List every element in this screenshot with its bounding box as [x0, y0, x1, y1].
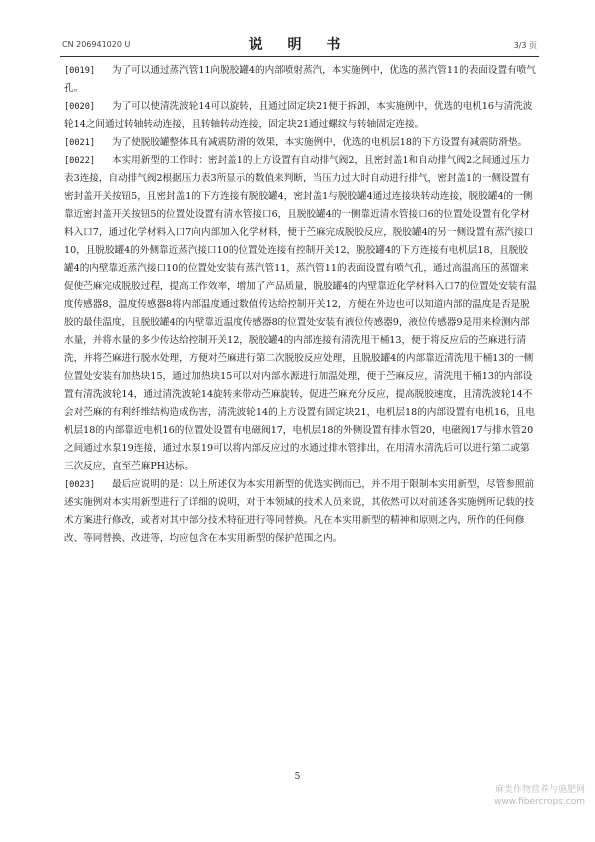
document-body	[64, 62, 537, 548]
paragraph-0019	[64, 62, 537, 98]
paragraph-number: [0019]	[64, 66, 96, 76]
paragraph-text: 最后应说明的是：以上所述仅为本实用新型的优选实例而已，并不用于限制本实用新型，尽管参照前述实施例对本实用新型进行了详细的说明，对于本领域的技术人员来说，其依然可以对前述各实施例所记载的技术方案进行修改，或者对其中部分技术特征进行等同替换。凡在本实用新型的精神和原则之内，所作的任何修改、等同替换、改进等，均应包含在本实用新型的保护范围之内。	[64, 479, 535, 544]
watermark	[494, 784, 585, 808]
paragraph-0022	[64, 152, 537, 476]
paragraph-text: 为了使脱胶罐整体具有减震防滑的效果，本实施例中，优选的电机层18的下方设置有减震防滑垫。	[112, 137, 528, 148]
page-number: 5	[294, 772, 301, 782]
paragraph-0020	[64, 98, 537, 134]
paragraph-number: [0020]	[64, 102, 96, 112]
watermark-line1: 麻类作物营养与施肥网	[494, 785, 585, 795]
paragraph-number: [0023]	[64, 480, 96, 490]
publication-number: CN 206941020 U	[62, 40, 131, 49]
watermark-line2: www.fibercrops.com	[494, 797, 585, 807]
paragraph-number: [0022]	[64, 156, 96, 166]
paragraph-text: 本实用新型的工作时：密封盖1的上方设置有自动排气阀2，且密封盖1和自动排气阀2之间通过压力表3连接，自动排气阀2根据压力表3所显示的数值来判断，当压力过大时自动进行排气，密封盖1的一侧设置有密封盖开关按钮5，且密封盖1的下方连接有脱胶罐4，密封盖1与脱胶罐4通过连接块转动连接，脱胶罐4的一侧靠近密封盖开关按钮5的位置处设置有清水管接口6，且脱胶罐4的一侧靠近清水管接口6的位置处设置有化学材料入口7，通过化学材料入口7向内部加入化学材料，便于苎麻完成脱胶反应，脱胶罐4的另一侧设置有蒸汽接口10，且脱胶罐4的外侧靠近蒸汽接口10的位置处连接有控制开关12，脱胶罐4的下方连接有电机层18，且脱胶罐4的内壁靠近蒸汽接口10的位置处安装有蒸汽管11，蒸汽管11的表面设置有喷气孔，通过高温高压的蒸馏来促使苎麻完成脱胶过程，提高工作效率，增加了产品质量，脱胶罐4的内壁靠近化学材料入口7的位置处安装有温度传感器8，温度传感器8将内部温度通过数值传达给控制开关12，方便在外边也可以知道内部的温度是否是脱胶的最佳温度，且脱胶罐4的内壁靠近温度传感器8的位置处安装有液位传感器9，液位传感器9是用来检测内部水量，并将水量的多少传达给控制开关12，脱胶罐4的内部连接有清洗甩干桶13，便于将反应后的苎麻进行清洗，并将苎麻进行脱水处理，方便对苎麻进行第二次脱胶反应处理，且脱胶罐4的内部靠近清洗甩干桶13的一侧位置处安装有加热块15，通过加热块15可以对内部水源进行加温处理，便于苎麻反应，清洗甩干桶13的内部设置有清洗波轮14，通过清洗波轮14旋转来带动苎麻旋转，促进苎麻充分反应，提高脱胶速度，且清洗波轮14不会对苎麻的有利纤维结构造成伤害，清洗波轮14的上方设置有固定块21，电机层18的内部设置有电机16，且电机层18的内部靠近电机16的位置处设置有电磁阀17，电机层18的外侧设置有排水管20，电磁阀17与排水管20之间通过水泵19连接，通过水泵19可以将内部反应过的水通过排水管排出，在用清水清洗后可以进行第二或第三次反应，直至苎麻PH达标。	[64, 155, 537, 472]
paragraph-0021	[64, 134, 537, 152]
page-header	[62, 34, 537, 54]
paragraph-text: 为了可以使清洗波轮14可以旋转，且通过固定块21便于拆卸，本实施例中，优选的电机16与清洗波轮14之间通过转轴转动连接，且转轴转动连接，固定块21通过螺纹与转轴固定连接。	[64, 101, 533, 130]
paragraph-text: 为了可以通过蒸汽管11向脱胶罐4的内部喷射蒸汽，本实施例中，优选的蒸汽管11的表面设置有喷气孔。	[64, 65, 536, 94]
paragraph-number: [0021]	[64, 138, 96, 148]
page-indicator: 3/3 页	[513, 41, 537, 50]
header-rule	[60, 56, 539, 57]
paragraph-0023	[64, 476, 537, 548]
document-title: 说 明 书	[248, 37, 351, 53]
